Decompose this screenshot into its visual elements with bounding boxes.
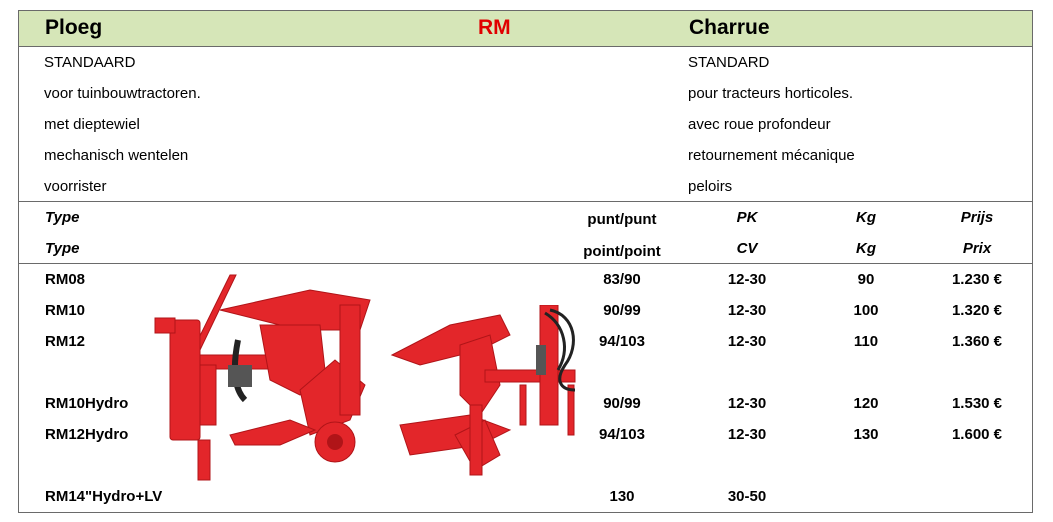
cell-kg: 130 <box>853 426 879 443</box>
desc-nl-line: mechanisch wentelen <box>44 147 189 164</box>
cell-pp: 83/90 <box>603 271 641 288</box>
desc-fr-line: avec roue profondeur <box>688 116 831 133</box>
title-model: RM <box>478 16 511 39</box>
col-pp-header-fr: point/point <box>583 243 661 260</box>
cell-pk: 12-30 <box>727 426 767 443</box>
desc-fr-line: peloirs <box>688 178 733 195</box>
cell-price: 1.230 € <box>951 271 1003 288</box>
header-bar <box>19 11 1032 47</box>
cell-kg: 120 <box>853 395 879 412</box>
col-pk-header-fr: CV <box>736 240 758 257</box>
cell-kg: 100 <box>853 302 879 319</box>
col-type-header-fr: Type <box>45 240 80 257</box>
divider <box>19 201 1032 202</box>
cell-type: RM12Hydro <box>45 426 129 443</box>
cell-pp: 94/103 <box>599 333 645 350</box>
desc-fr-line: pour tracteurs horticoles. <box>688 85 854 102</box>
cell-pp: 90/99 <box>603 302 641 319</box>
cell-type: RM12 <box>45 333 86 350</box>
cell-price: 1.600 € <box>951 426 1003 443</box>
cell-type: RM10Hydro <box>45 395 129 412</box>
plow-image-mechanical <box>150 270 380 485</box>
cell-type: RM14"Hydro+LV <box>45 488 163 505</box>
cell-pk: 12-30 <box>727 302 767 319</box>
col-price-header-fr: Prix <box>962 240 992 257</box>
title-fr: Charrue <box>689 16 770 39</box>
cell-pp: 94/103 <box>599 426 645 443</box>
desc-nl-line: voor tuinbouwtractoren. <box>44 85 201 102</box>
cell-pk: 12-30 <box>727 333 767 350</box>
desc-fr-line: retournement mécanique <box>688 147 855 164</box>
cell-price: 1.320 € <box>951 302 1003 319</box>
cell-type: RM08 <box>45 271 86 288</box>
cell-price: 1.360 € <box>951 333 1003 350</box>
cell-type: RM10 <box>45 302 86 319</box>
col-pp-header: punt/punt <box>587 211 657 228</box>
cell-kg: 90 <box>857 271 875 288</box>
col-type-header: Type <box>45 209 80 226</box>
plow-image-hydro <box>390 305 590 480</box>
desc-nl-line: STANDAARD <box>44 54 136 71</box>
cell-pk: 12-30 <box>727 395 767 412</box>
cell-price: 1.530 € <box>951 395 1003 412</box>
cell-kg: 110 <box>853 333 879 350</box>
hydraulic-cylinder <box>536 345 546 375</box>
turning-mechanism <box>228 365 252 387</box>
col-kg-header-fr: Kg <box>856 240 876 257</box>
col-pk-header: PK <box>736 209 758 226</box>
desc-nl-line: voorrister <box>44 178 107 195</box>
depth-wheel-hub <box>327 434 343 450</box>
title-nl: Ploeg <box>45 16 103 39</box>
cell-pk: 12-30 <box>727 271 767 288</box>
divider <box>19 263 1032 264</box>
desc-fr-line: STANDARD <box>688 54 770 71</box>
cell-pp: 90/99 <box>603 395 641 412</box>
col-price-header: Prijs <box>960 209 994 226</box>
cell-pp: 130 <box>609 488 635 505</box>
cell-pk: 30-50 <box>727 488 767 505</box>
col-kg-header: Kg <box>856 209 876 226</box>
desc-nl-line: met dieptewiel <box>44 116 140 133</box>
